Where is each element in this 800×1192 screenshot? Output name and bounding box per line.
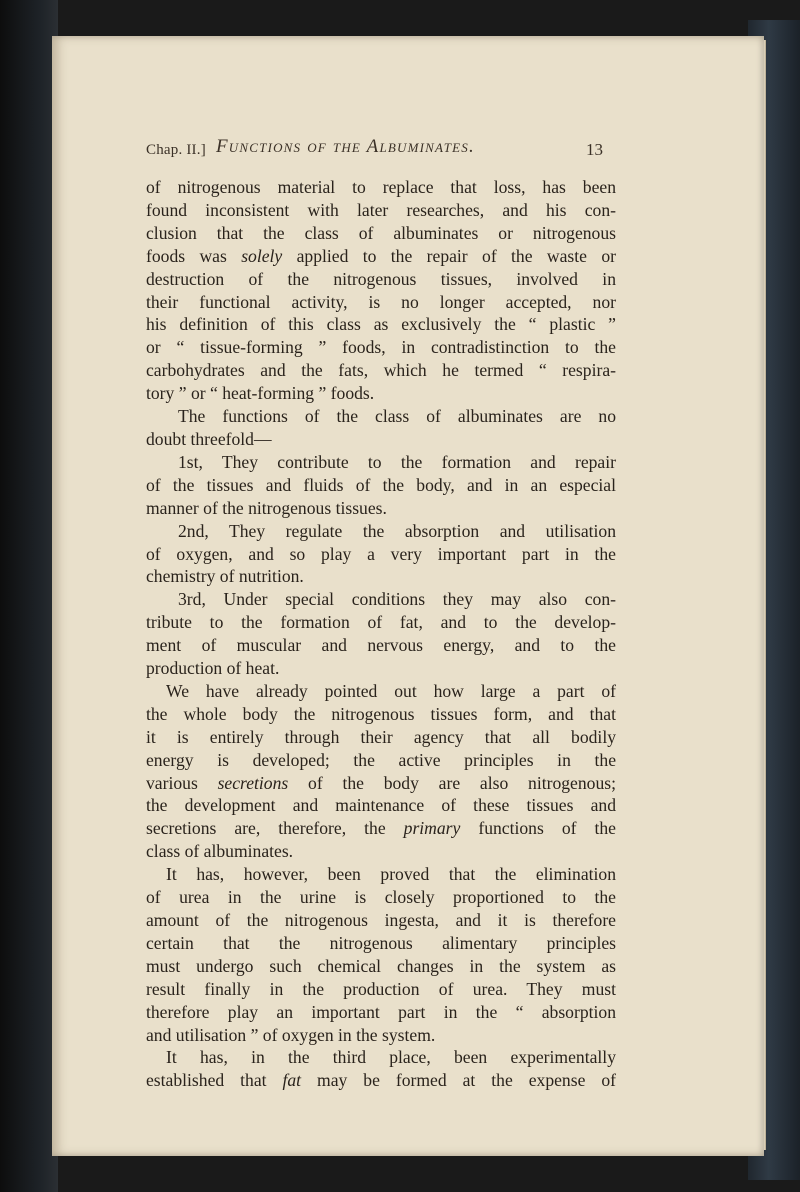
text-line [146,863,616,886]
line-text: and utilisation ” of oxygen in the system. [146,1024,436,1045]
line-text: of the tissues and fluids of the body, and in an especial [146,474,616,495]
line-text-after: may be formed at the expense of [301,1070,616,1091]
text-line [146,565,616,588]
line-text: manner of the nitrogenous tissues. [146,497,387,518]
emphasized-word: fat [282,1070,302,1091]
body-text [146,176,616,1092]
line-text: amount of the nitrogenous ingesta, and it is therefore [146,910,616,930]
line-text: production of heat. [146,658,280,679]
line-text: We have already pointed out how large a part of [166,680,616,701]
text-line [146,657,616,680]
line-text-before: established that [146,1070,283,1091]
text-line [146,1001,616,1024]
line-text: tribute to the formation of fat, and to the develop- [146,612,616,633]
text-line [146,1046,616,1069]
text-line [146,1024,616,1047]
line-text: chemistry of nutrition. [146,566,304,587]
text-line [146,840,616,863]
line-text: therefore play an important part in the “ absorption [146,1001,616,1022]
line-text: energy is developed; the active principles in the [146,749,616,770]
text-line [146,176,616,199]
text-line [146,520,616,543]
text-line [146,1069,616,1092]
line-text: The functions of the class of albuminates are no [178,406,616,427]
line-text: the development and maintenance of these tissues and [146,795,616,816]
line-text: class of albuminates. [146,841,294,862]
line-text: ment of muscular and nervous energy, and to the [146,635,616,656]
line-text-before: foods was [146,245,242,266]
line-text: of urea in the urine is closely proportioned to the [146,887,616,908]
line-text-after: functions of the [460,818,616,839]
text-line [146,588,616,611]
text-line [146,703,616,726]
line-text: must undergo such chemical changes in the system as [146,955,616,976]
line-text: tory ” or “ heat-forming ” foods. [146,383,375,404]
emphasized-word: primary [403,818,461,839]
text-line [146,726,616,749]
text-line [146,955,616,978]
text-line [146,382,616,405]
text-line [146,245,616,268]
text-line [146,199,616,222]
text-line [146,405,616,428]
line-text: destruction of the nitrogenous tissues, involved in [146,268,616,289]
text-line [146,978,616,1001]
text-line [146,543,616,566]
text-line [146,680,616,703]
line-text: 2nd, They regulate the absorption and utilisation [178,520,616,541]
line-text: the whole body the nitrogenous tissues form, and that [146,703,616,724]
line-text: found inconsistent with later researches, and his con- [146,199,616,220]
text-line [146,886,616,909]
text-line [146,611,616,634]
line-text: result finally in the production of urea. They must [146,978,616,999]
running-header [146,136,603,164]
text-line [146,749,616,772]
line-text: of oxygen, and so play a very important part in the [146,543,616,564]
page-number: 13 [586,140,603,159]
text-line [146,268,616,291]
text-line [146,313,616,336]
text-line [146,634,616,657]
text-line [146,772,616,795]
line-text: their functional activity, is no longer accepted, nor [146,291,616,312]
line-text: his definition of this class as exclusively the “ plastic ” [146,314,616,335]
line-text-before: various [146,772,218,793]
line-text: clusion that the class of albuminates or nitrogenous [146,222,616,243]
text-line [146,497,616,520]
book-cover-edge [0,0,58,1192]
text-line [146,336,616,359]
text-line [146,474,616,497]
line-text: or “ tissue-forming ” foods, in contradistinction to the [146,337,616,358]
running-title: Functions of the Albuminates. [216,136,475,157]
line-text: carbohydrates and the fats, which he termed “ respira- [146,360,616,381]
text-line [146,909,616,932]
text-line [146,428,616,451]
text-line [146,451,616,474]
emphasized-word: solely [241,245,283,266]
text-line [146,817,616,840]
line-text: It has, however, been proved that the elimination [166,864,616,885]
text-line [146,932,616,955]
text-line [146,794,616,817]
text-line [146,222,616,245]
line-text: It has, in the third place, been experimentally [166,1047,616,1068]
line-text: of nitrogenous material to replace that loss, has been [146,177,616,197]
line-text: it is entirely through their agency that all bodily [146,726,616,747]
line-text: 3rd, Under special conditions they may also con- [178,589,616,610]
line-text: certain that the nitrogenous alimentary principles [146,932,616,953]
line-text: 1st, They contribute to the formation and repair [178,451,616,472]
chapter-label: Chap. II.] [146,142,206,158]
line-text-after: of the body are also nitrogenous; [288,772,616,793]
emphasized-word: secretions [217,772,289,793]
line-text-before: secretions are, therefore, the [146,818,404,839]
line-text-after: applied to the repair of the waste or [282,245,616,266]
text-line [146,291,616,314]
text-line [146,359,616,382]
line-text: doubt threefold— [146,428,272,449]
